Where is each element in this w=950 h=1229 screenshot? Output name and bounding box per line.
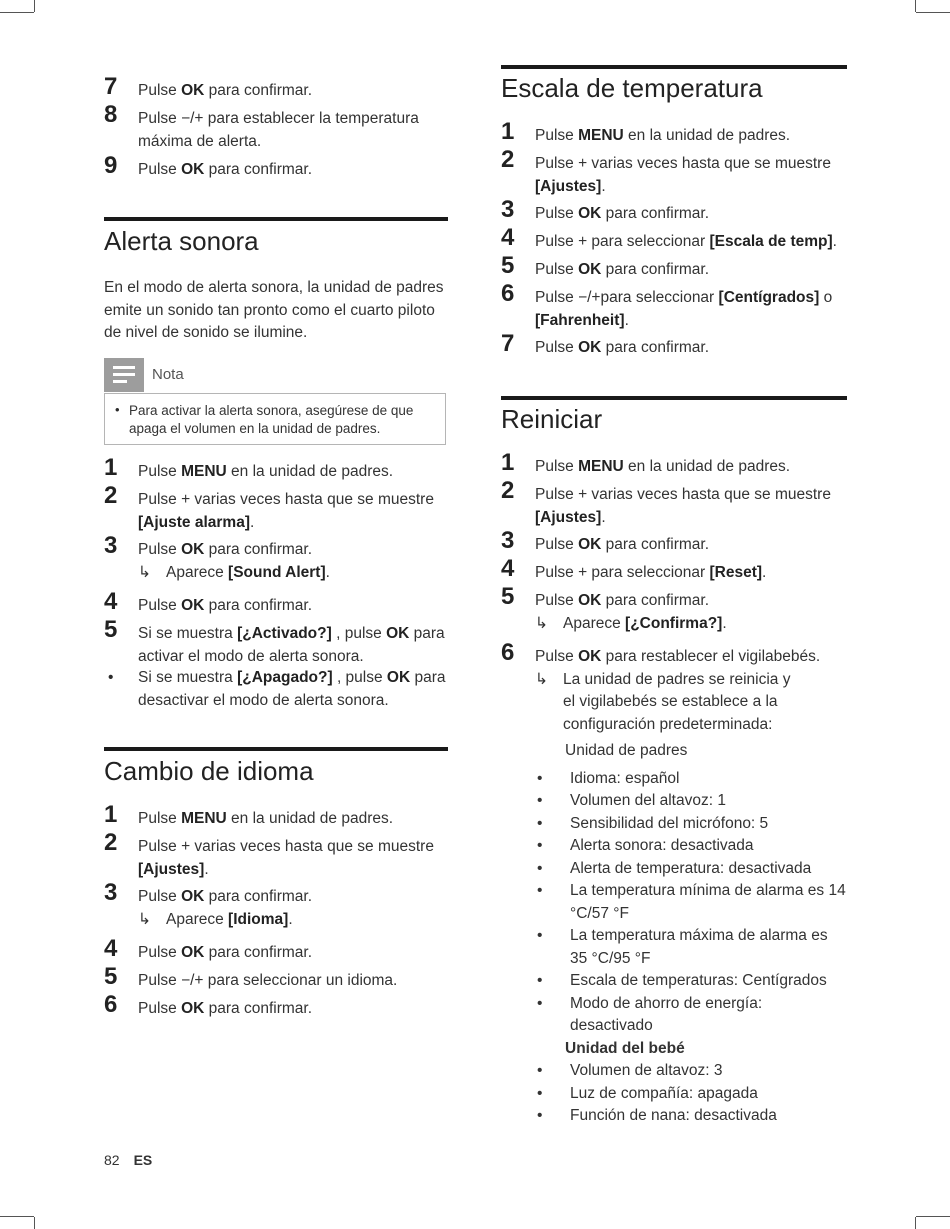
note-text: Para activar la alerta sonora, asegúrese de que apaga el volumen en la unidad de padres.	[129, 403, 414, 436]
idioma-step-4: 4 Pulse OK para confirmar.	[104, 935, 313, 962]
section-rule	[501, 396, 847, 400]
parent-unit-setting-item: • Alerta sonora: desactivada	[535, 835, 847, 858]
note-icon	[104, 358, 144, 392]
parent-unit-setting-item: • Idioma: español	[535, 768, 847, 791]
alerta-step-3: 3 Pulse OK para confirmar. ↳ Aparece [Sound Alert].	[104, 539, 448, 584]
alerta-sonora-intro: En el modo de alerta sonora, la unidad de padres emite un sonido tan pronto como el cuarto piloto de nivel de sonido se ilumine.	[104, 279, 444, 341]
reiniciar-step-4: 4 Pulse + para seleccionar [Reset].	[501, 555, 767, 582]
section-rule	[501, 65, 847, 69]
baby-unit-setting-item: • Función de nana: desactivada	[535, 1105, 847, 1128]
baby-unit-heading: Unidad del bebé	[565, 1039, 685, 1057]
crop-mark	[34, 1217, 35, 1229]
section-rule	[104, 747, 448, 751]
escala-step-3: 3 Pulse OK para confirmar.	[501, 196, 710, 223]
result-arrow-icon: ↳	[138, 563, 151, 581]
note-box: • Para activar la alerta sonora, asegúrese de que apaga el volumen en la unidad de padres.	[104, 393, 446, 445]
reiniciar-step-6: 6 Pulse OK para restablecer el vigilabebés. ↳ La unidad de padres se reinicia y el vigilabebés se establece a la configuración predeterminada:	[501, 646, 847, 736]
crop-mark	[34, 0, 35, 12]
alerta-step-2: 2 Pulse + varias veces hasta que se muestre [Ajuste alarma].	[104, 482, 434, 531]
parent-unit-setting-item: • Sensibilidad del micrófono: 5	[535, 813, 847, 836]
result-line: ↳ Aparece [Sound Alert].	[138, 562, 448, 585]
reiniciar-step-5: 5 Pulse OK para confirmar. ↳ Aparece [¿Confirma?].	[501, 590, 847, 635]
baby-unit-setting-item: • Luz de compañía: apagada	[535, 1083, 847, 1106]
parent-unit-setting-item: • La temperatura mínima de alarma es 14 °C/57 °F	[535, 880, 847, 925]
step-8: 8 Pulse −/+ para establecer la temperatura máxima de alerta.	[104, 101, 419, 150]
parent-unit-setting-item: • Modo de ahorro de energía: desactivado	[535, 993, 847, 1038]
escala-step-6: 6 Pulse −/+para seleccionar [Centígrados] o [Fahrenheit].	[501, 280, 833, 329]
crop-mark	[916, 12, 950, 13]
idioma-step-2: 2 Pulse + varias veces hasta que se muestre [Ajustes].	[104, 829, 434, 878]
crop-mark	[915, 0, 916, 12]
note-header	[104, 358, 448, 394]
baby-unit-setting-item: • Volumen de altavoz: 3	[535, 1060, 847, 1083]
result-line: ↳ Aparece [¿Confirma?].	[535, 613, 847, 636]
crop-mark	[0, 12, 34, 13]
alerta-step-bullet: • Si se muestra [¿Apagado?] , pulse OK para desactivar el modo de alerta sonora.	[108, 669, 446, 709]
parent-unit-setting-item: • Alerta de temperatura: desactivada	[535, 858, 847, 881]
page-footer	[104, 1152, 152, 1168]
escala-step-5: 5 Pulse OK para confirmar.	[501, 252, 710, 279]
idioma-step-1: 1 Pulse MENU en la unidad de padres.	[104, 801, 394, 828]
result-arrow-icon: ↳	[535, 670, 548, 688]
alerta-step-4: 4 Pulse OK para confirmar.	[104, 588, 313, 615]
reiniciar-step-1: 1 Pulse MENU en la unidad de padres.	[501, 449, 791, 476]
step-9: 9 Pulse OK para confirmar.	[104, 152, 313, 179]
idioma-step-3: 3 Pulse OK para confirmar. ↳ Aparece [Idioma].	[104, 886, 448, 931]
alerta-step-1: 1 Pulse MENU en la unidad de padres.	[104, 454, 394, 481]
note-label: Nota	[152, 366, 184, 383]
parent-unit-setting-item: • La temperatura máxima de alarma es 35 °C/95 °F	[535, 925, 847, 970]
idioma-step-6: 6 Pulse OK para confirmar.	[104, 991, 313, 1018]
result-line: ↳ Aparece [Idioma].	[138, 909, 448, 932]
idioma-step-5: 5 Pulse −/+ para seleccionar un idioma.	[104, 963, 398, 990]
section-heading-escala: Escala de temperatura	[501, 73, 763, 103]
escala-step-1: 1 Pulse MENU en la unidad de padres.	[501, 118, 791, 145]
crop-mark	[0, 1216, 34, 1217]
parent-unit-heading: Unidad de padres	[565, 742, 688, 759]
section-heading-cambio-idioma: Cambio de idioma	[104, 756, 314, 786]
result-arrow-icon: ↳	[138, 910, 151, 928]
result-arrow-icon: ↳	[535, 614, 548, 632]
step-7: 7 Pulse OK para confirmar.	[104, 73, 313, 100]
alerta-step-5: 5 Si se muestra [¿Activado?] , pulse OK para activar el modo de alerta sonora.	[104, 616, 445, 665]
escala-step-4: 4 Pulse + para seleccionar [Escala de temp].	[501, 224, 837, 251]
crop-mark	[916, 1216, 950, 1217]
parent-unit-setting-item: • Volumen del altavoz: 1	[535, 790, 847, 813]
page-number: 82	[104, 1152, 120, 1168]
result-line: ↳ La unidad de padres se reinicia y el vigilabebés se establece a la configuración predeterminada:	[535, 669, 847, 737]
section-heading-alerta-sonora: Alerta sonora	[104, 226, 259, 256]
section-heading-reiniciar: Reiniciar	[501, 404, 603, 434]
default-settings-list	[535, 740, 847, 1128]
crop-mark	[915, 1217, 916, 1229]
parent-unit-setting-item: • Escala de temperaturas: Centígrados	[535, 970, 847, 993]
escala-step-2: 2 Pulse + varias veces hasta que se muestre [Ajustes].	[501, 146, 831, 195]
section-rule	[104, 217, 448, 221]
reiniciar-step-2: 2 Pulse + varias veces hasta que se muestre [Ajustes].	[501, 477, 831, 526]
escala-step-7: 7 Pulse OK para confirmar.	[501, 330, 710, 357]
language-code: ES	[133, 1152, 153, 1168]
reiniciar-step-3: 3 Pulse OK para confirmar.	[501, 527, 710, 554]
